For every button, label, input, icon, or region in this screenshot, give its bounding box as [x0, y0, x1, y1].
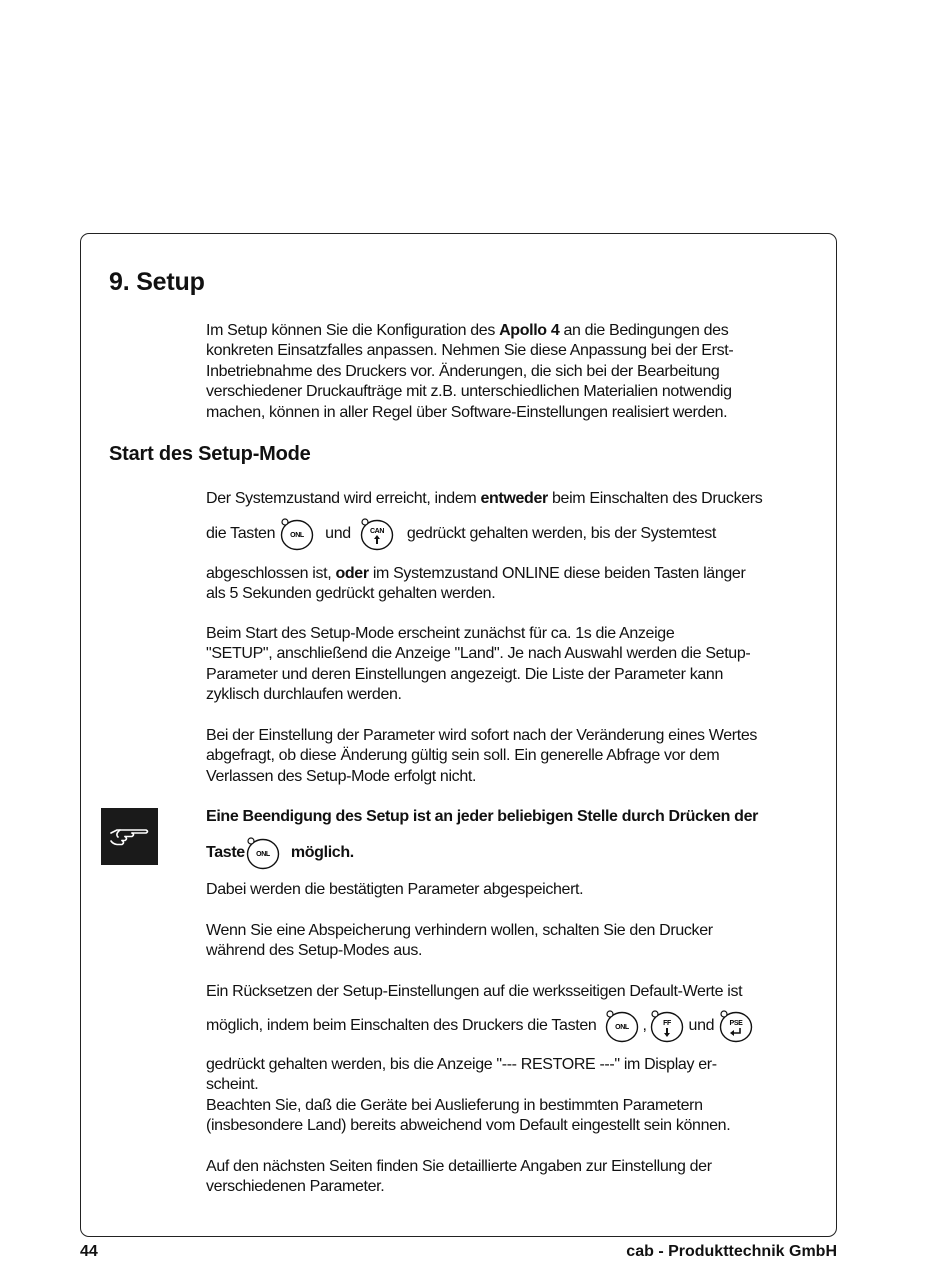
- pse-enter-key-icon: [718, 1009, 754, 1043]
- subsection-title: Start des Setup-Mode: [109, 443, 311, 465]
- svg-text:PSE: PSE: [729, 1020, 743, 1027]
- product-name: Apollo 4: [499, 322, 560, 339]
- start-keys-line: die Tasten ONL und CAN gedrückt gehalten werden, bis der Systemtest: [206, 517, 716, 551]
- pointing-hand-icon: [101, 808, 158, 865]
- note-line-1: Eine Beendigung des Setup ist an jeder beliebigen Stelle durch Drücken der: [206, 808, 759, 825]
- ff-down-key-icon: [649, 1009, 685, 1043]
- section-title: 9. Setup: [109, 268, 205, 296]
- start-paragraph-rest: abgeschlossen ist, oder im Systemzustand ONLINE diese beiden Tasten länger als 5 Sekunden gedrückt gehalten werden.: [206, 565, 746, 603]
- company-name: cab - Produkttechnik GmbH: [626, 1243, 837, 1260]
- svg-text:ONL: ONL: [615, 1024, 630, 1031]
- svg-text:FF: FF: [662, 1020, 671, 1027]
- can-up-key-icon: [359, 517, 395, 551]
- onl-key-icon: [604, 1009, 640, 1043]
- start-line-1: Der Systemzustand wird erreicht, indem entweder beim Einschalten des Druckers: [206, 490, 763, 507]
- prevent-paragraph: Wenn Sie eine Abspeicherung verhindern wollen, schalten Sie den Drucker während des Setup-Modes aus.: [206, 922, 713, 960]
- svg-text:ONL: ONL: [256, 851, 270, 858]
- intro-paragraph: Im Setup können Sie die Konfiguration des Apollo 4 an die Bedingungen des konkreten Einsatzfalles anpassen. Nehmen Sie diese Anpassung bei der Erst- Inbetriebnahme des Druckers vor. Änderungen, die sich bei der Bearbeitung verschiedener Druckaufträge mit z.B. unterschiedlichen Materialien notwendig machen, können in aller Regel über Software-Einstellungen realisiert werden.: [206, 322, 734, 421]
- note-keys-line: Taste ONL möglich.: [206, 836, 354, 870]
- svg-text:ONL: ONL: [290, 532, 305, 539]
- saved-paragraph: Dabei werden die bestätigten Parameter abgespeichert.: [206, 881, 584, 898]
- reset-paragraph-rest: gedrückt gehalten werden, bis die Anzeige "--- RESTORE ---" im Display er- scheint. Beachten Sie, daß die Geräte bei Auslieferung in bestimmten Parametern (insbesondere Land) bereits abweichend vom Default eingestellt sein können.: [206, 1056, 731, 1135]
- reset-line-1: Ein Rücksetzen der Setup-Einstellungen auf die werksseitigen Default-Werte ist: [206, 983, 743, 1000]
- reset-keys-line: möglich, indem beim Einschalten des Druckers die Tasten ONL , FF und PSE: [206, 1009, 756, 1043]
- onl-key-icon: [279, 517, 315, 551]
- page-number: 44: [80, 1243, 98, 1260]
- display-paragraph: Beim Start des Setup-Mode erscheint zunächst für ca. 1s die Anzeige "SETUP", anschließend die Anzeige "Land". Je nach Auswahl werden die Setup- Parameter und deren Einstellungen angezeigt. Die Liste der Parameter kann zyklisch durchlaufen werden.: [206, 625, 751, 704]
- onl-key-icon: [245, 836, 281, 870]
- svg-text:CAN: CAN: [369, 528, 384, 535]
- query-paragraph: Bei der Einstellung der Parameter wird sofort nach der Veränderung eines Wertes abgefragt, ob diese Änderung gültig sein soll. Ein generelle Abfrage vor dem Verlassen des Setup-Mode erfolgt nicht.: [206, 727, 758, 785]
- next-paragraph: Auf den nächsten Seiten finden Sie detaillierte Angaben zur Einstellung der verschiedenen Parameter.: [206, 1158, 712, 1196]
